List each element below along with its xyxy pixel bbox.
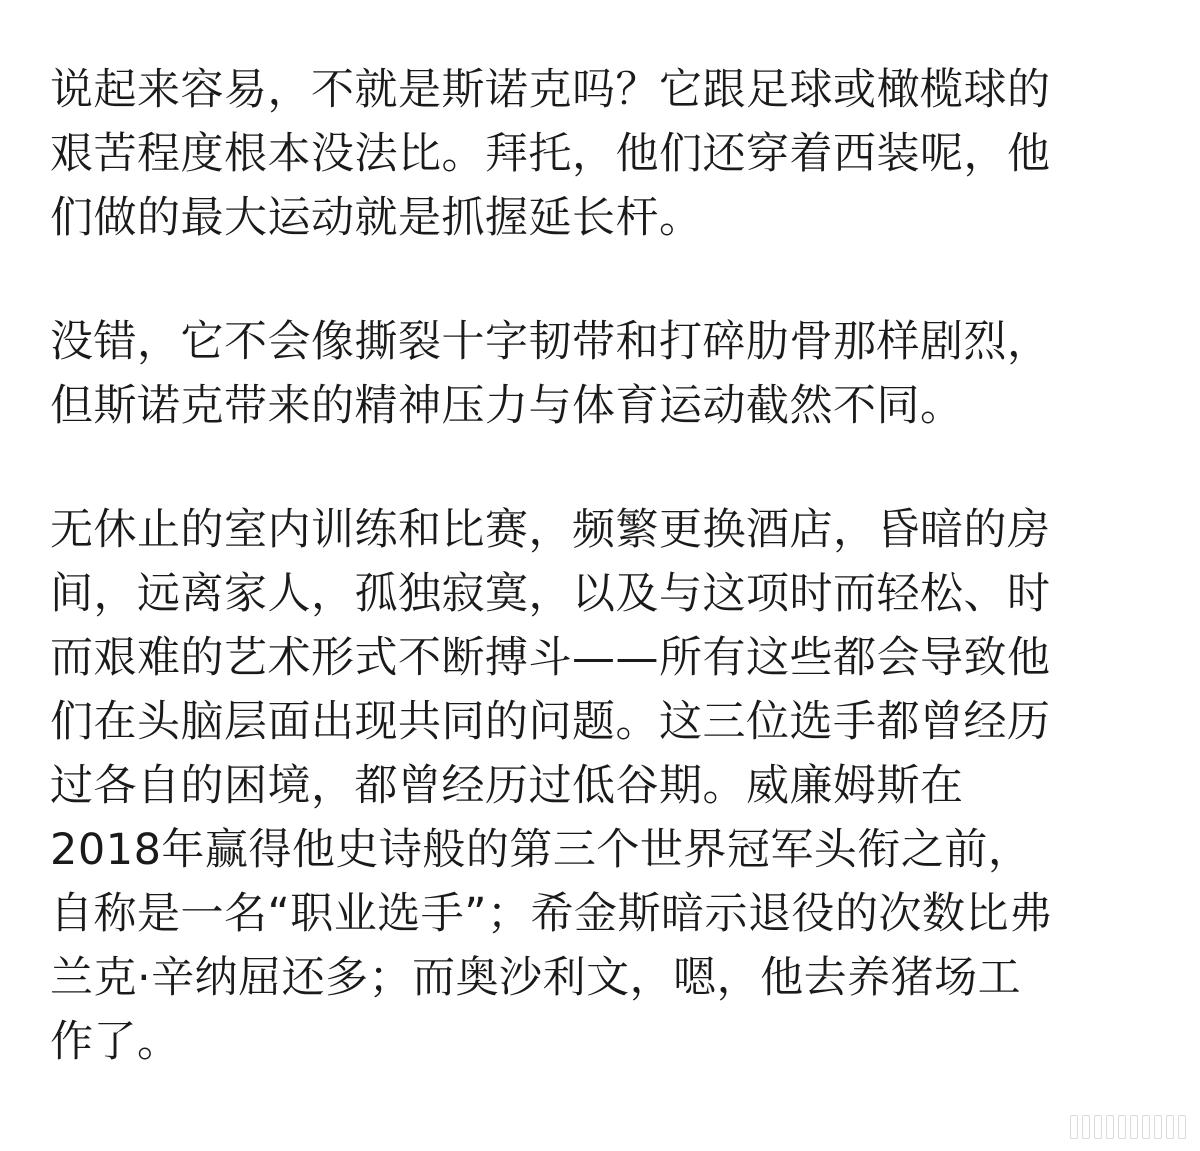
paragraph-line: 们做的最大运动就是抓握延长杆。 bbox=[50, 193, 703, 243]
paragraph-line: 说起来容易，不就是斯诺克吗？它跟足球或橄榄球的 bbox=[50, 65, 1051, 115]
paragraph-line: 无休止的室内训练和比赛，频繁更换酒店，昏暗的房 bbox=[50, 505, 1051, 555]
paragraph-line: 艰苦程度根本没法比。拜托，他们还穿着西装呢，他 bbox=[50, 129, 1051, 179]
watermark-bar bbox=[1094, 1115, 1102, 1139]
paragraph-line: 而艰难的艺术形式不断搏斗——所有这些都会导致他 bbox=[50, 633, 1051, 683]
watermark-bar bbox=[1082, 1115, 1090, 1139]
watermark-bar bbox=[1130, 1115, 1138, 1139]
paragraph-line: 但斯诺克带来的精神压力与体育运动截然不同。 bbox=[50, 381, 964, 431]
paragraph-3 bbox=[50, 498, 1160, 1074]
watermark-bar bbox=[1142, 1115, 1150, 1139]
paragraph-line: 兰克·辛纳屈还多；而奥沙利文，嗯，他去养猪场工 bbox=[50, 953, 1022, 1003]
watermark-bar bbox=[1154, 1115, 1162, 1139]
paragraph-line: 自称是一名“职业选手”；希金斯暗示退役的次数比弗 bbox=[50, 889, 1053, 939]
watermark-bar bbox=[1166, 1115, 1174, 1139]
paragraph-line: 2018年赢得他史诗般的第三个世界冠军头衔之前， bbox=[50, 825, 1032, 875]
watermark-bar bbox=[1178, 1115, 1186, 1139]
paragraph-line: 们在头脑层面出现共同的问题。这三位选手都曾经历 bbox=[50, 697, 1051, 747]
watermark-bar bbox=[1118, 1115, 1126, 1139]
paragraph-2 bbox=[50, 310, 1160, 438]
paragraph-line: 作了。 bbox=[50, 1017, 181, 1067]
paragraph-line: 过各自的困境，都曾经历过低谷期。威廉姆斯在 bbox=[50, 761, 964, 811]
paragraph-line: 没错，它不会像撕裂十字韧带和打碎肋骨那样剧烈， bbox=[50, 317, 1051, 367]
article-body bbox=[50, 58, 1160, 1134]
watermark-logo bbox=[1070, 1115, 1186, 1139]
paragraph-1 bbox=[50, 58, 1160, 250]
paragraph-line: 间，远离家人，孤独寂寞，以及与这项时而轻松、时 bbox=[50, 569, 1051, 619]
watermark-bar bbox=[1070, 1115, 1078, 1139]
watermark-bar bbox=[1106, 1115, 1114, 1139]
